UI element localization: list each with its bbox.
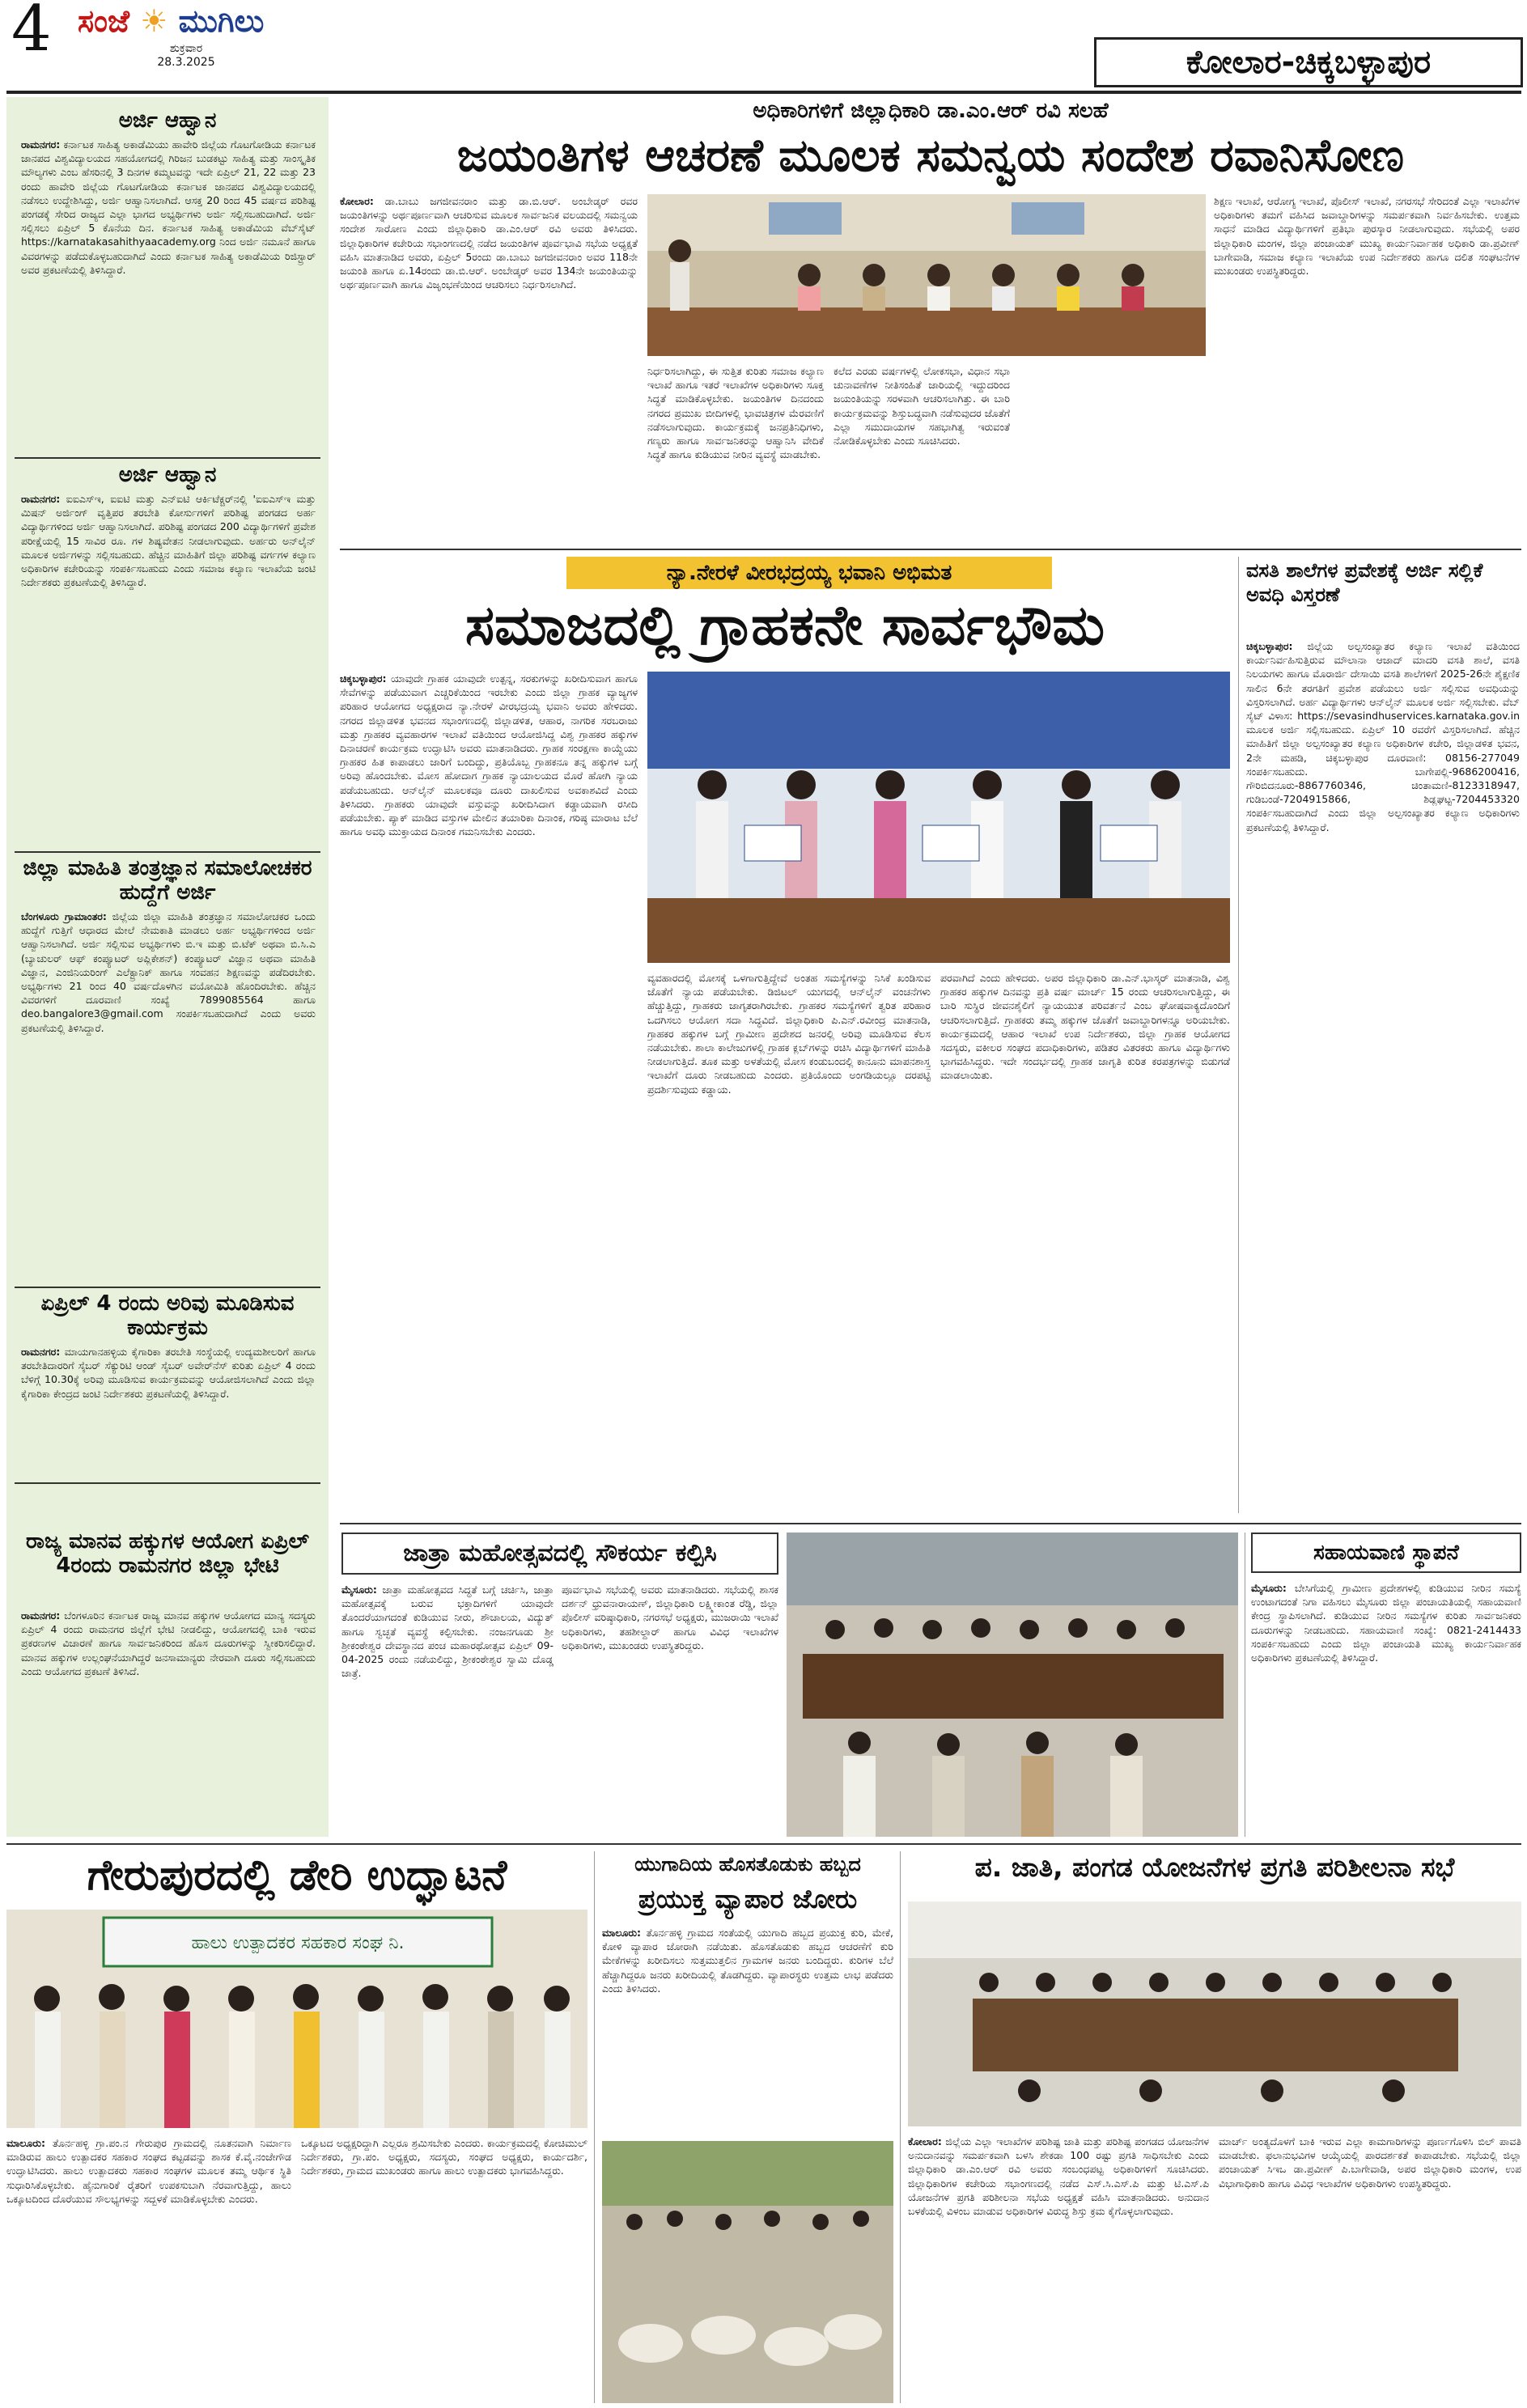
hostel-text: ಜಿಲ್ಲೆಯ ಅಲ್ಪಸಂಖ್ಯಾತರ ಕಲ್ಯಾಣ ಇಲಾಖೆ ವತಿಯಿಂದ ಕಾರ್ಯನಿರ್ವಹಿಸುತ್ತಿರುವ ಮೌಲಾನಾ ಆಜಾದ್ ಮಾದರಿ ವಸತಿ ಶಾಲೆ, ವಸತಿ ನಿಲಯಗಳು ಹಾಗೂ ಮೊರಾರ್ಜಿ ದೇಸಾಯಿ ವಸತಿ ಶಾಲೆಗಳಿಗೆ 2025-26ನೇ ಶೈಕ್ಷಣಿಕ ಸಾಲಿನ 6ನೇ ತರಗತಿಗೆ ಪ್ರವೇಶ ಪಡೆಯಲು ಅರ್ಜಿ ಸಲ್ಲಿಸುವ ಅವಧಿಯನ್ನು ವಿಸ್ತರಿಸಲಾಗಿದೆ. ಅರ್ಹ ವಿದ್ಯಾರ್ಥಿಗಳು ಆನ್‌ಲೈನ್ ಮೂಲಕ ಅರ್ಜಿ ಸಲ್ಲಿಸಬೇಕು. ವೆಬ್ ಸೈಟ್ ವಿಳಾಸ: https://sevasindhuservices.karnataka.gov.in ಮೂಲಕ ಅರ್ಜಿ ಸಲ್ಲಿಸಬಹುದು. ಏಪ್ರಿಲ್ 10 ರವರೆಗೆ ವಿಸ್ತರಿಸಲಾಗಿದೆ. ಹೆಚ್ಚಿನ ಮಾಹಿತಿಗೆ ಜಿಲ್ಲಾ ಅಲ್ಪಸಂಖ್ಯಾತರ ಕಲ್ಯಾಣ ಅಧಿಕಾರಿಗಳ ಕಚೇರಿ, ಜಿಲ್ಲಾಡಳಿತ ಭವನ, 2ನೇ ಮಹಡಿ, ಚಿಕ್ಕಬಳ್ಳಾಪುರ ದೂರವಾಣಿ: 08156-277049 ಸಂಪರ್ಕಿಸಬಹುದು. ಬಾಗೇಪಲ್ಲಿ-9686200416, ಗೌರಿಬಿದನೂರು-8867760346, ಚಿಂತಾಮಣಿ-8123318947, ಗುಡಿಬಂಡೆ-7204915866, ಶಿಡ್ಲಘಟ್ಟ-7204453320 ಸಂಪರ್ಕಿಸಬಹುದಾಗಿದೆ ಎಂದು ಜಿಲ್ಲಾ ಅಲ್ಪಸಂಖ್ಯಾತರ ಕಲ್ಯಾಣ ಅಧಿಕಾರಿಗಳು ಪ್ರಕಟಣೆಯಲ್ಲಿ ತಿಳಿಸಿದ್ದಾರೆ. xyxy=(1246,640,1520,833)
consumer-kicker: ನ್ಯಾ.ನೇರಳೆ ವೀರಭದ್ರಯ್ಯ ಭವಾನಿ ಅಭಿಮತ xyxy=(566,557,1052,589)
notice5-lead: ರಾಮನಗರ: xyxy=(21,1609,61,1622)
notice2-lead: ರಾಮನಗರ: xyxy=(21,493,61,505)
sidebar-notice5 xyxy=(6,1529,329,1837)
sidebar-divider xyxy=(15,851,320,853)
sidebar-divider xyxy=(15,1482,320,1484)
section-divider xyxy=(340,1523,1521,1524)
hostel-body xyxy=(1246,639,1520,1513)
ugadi-headline: ಪ್ರಯುಕ್ತ ವ್ಯಾಪಾರ ಜೋರು xyxy=(638,1884,858,1914)
consumer-col2: ವ್ಯವಹಾರದಲ್ಲಿ ಮೋಸಕ್ಕೆ ಒಳಗಾಗುತ್ತಿದ್ದೇವೆ ಅಂತಹ ಸಮಸ್ಯೆಗಳನ್ನು ನಿಸಿಕೆ ಖಂಡಿಸುವ ಜೊತೆಗೆ ನ್ಯಾಯ ಪಡೆಯಬೇಕು. ಡಿಜಿಟಲ್ ಯುಗದಲ್ಲಿ ಆನ್‌ಲೈನ್ ವಂಚನೆಗಳು ಹೆಚ್ಚುತ್ತಿದ್ದು, ಗ್ರಾಹಕರು ಜಾಗೃತರಾಗಿರಬೇಕು. ಗ್ರಾಹಕರ ಸಮಸ್ಯೆಗಳಿಗೆ ತ್ವರಿತ ಪರಿಹಾರ ಒದಗಿಸಲು ಆಯೋಗ ಸದಾ ಸಿದ್ಧವಿದೆ. ಜಿಲ್ಲಾಧಿಕಾರಿ ಪಿ.ಎನ್.ರವೀಂದ್ರ ಮಾತನಾಡಿ, ಗ್ರಾಹಕರ ಹಕ್ಕುಗಳ ಬಗ್ಗೆ ಗ್ರಾಮೀಣ ಪ್ರದೇಶದ ಜನರಲ್ಲಿ ಅರಿವು ಮೂಡಿಸುವ ಕೆಲಸ ನಡೆಯಬೇಕು. ಶಾಲಾ ಕಾಲೇಜುಗಳಲ್ಲಿ ಗ್ರಾಹಕ ಕ್ಲಬ್‌ಗಳನ್ನು ರಚಿಸಿ ವಿದ್ಯಾರ್ಥಿಗಳಿಗೆ ಮಾಹಿತಿ ನೀಡಲಾಗುತ್ತಿದೆ. ತೂಕ ಮತ್ತು ಅಳತೆಯಲ್ಲಿ ಮೋಸ ಕಂಡುಬಂದಲ್ಲಿ ಕಾನೂನು ಮಾಪನಶಾಸ್ತ್ರ ಇಲಾಖೆಗೆ ದೂರು ನೀಡಬಹುದು ಎಂದರು. ಪ್ರತಿಯೊಂದು ಅಂಗಡಿಯಲ್ಲೂ ದರಪಟ್ಟಿ ಪ್ರದರ್ಶಿಸುವುದು ಕಡ್ಡಾಯ. xyxy=(647,972,931,1096)
notice1-text: ಕರ್ನಾಟಕ ಸಾಹಿತ್ಯ ಅಕಾಡೆಮಿಯು ಹಾವೇರಿ ಜಿಲ್ಲೆಯ ಗೊಟಗೋಡಿಯ ಕರ್ನಾಟಕ ಜಾನಪದ ವಿಶ್ವವಿದ್ಯಾಲಯದ ಸಹಯೋಗದಲ್ಲಿ ಗಿರಿಜನ ಬುಡಕಟ್ಟು ಸಾಹಿತ್ಯ ಮತ್ತು ಸಾಂಸ್ಕೃತಿಕ ಮೌಲ್ಯಗಳು ಎಂಬ ಹೆಸರಿನಲ್ಲಿ 3 ದಿನಗಳ ಕಮ್ಮಟವನ್ನು ಇದೇ ಏಪ್ರಿಲ್ 21, 22 ಮತ್ತು 23 ರಂದು ಹಾವೇರಿ ಜಿಲ್ಲೆಯ ಗೊಟಗೋಡಿಯ ಕರ್ನಾಟಕ ಜಾನಪದ ವಿಶ್ವವಿದ್ಯಾಲಯದಲ್ಲಿ ನಡೆಸಲು ಉದ್ದೇಶಿಸಿದ್ದು, ಅರ್ಜಿ ಆಹ್ವಾನಿಸಲಾಗಿದೆ. ಆಸಕ್ತ 20 ರಿಂದ 45 ವರ್ಷದ ಪರಿಶಿಷ್ಟ ಪಂಗಡಕ್ಕೆ ಸೇರಿದ ರಾಜ್ಯದ ಎಲ್ಲಾ ಭಾಗದ ಅಭ್ಯರ್ಥಿಗಳು ಅರ್ಜಿ ಸಲ್ಲಿಸಬಹುದಾಗಿದೆ. ಅರ್ಜಿ ಸಲ್ಲಿಸಲು ಏಪ್ರಿಲ್ 5 ಕೊನೆಯ ದಿನ. ಕರ್ನಾಟಕ ಸಾಹಿತ್ಯ ಅಕಾಡೆಮಿಯ ವೆಬ್‌ಸೈಟ್ https://karnatakasahithyaacademy.org ನಿಂದ ಅರ್ಜಿ ನಮೂನೆ ಹಾಗೂ ವಿವರಗಳನ್ನು ಪಡೆದುಕೊಳ್ಳಬಹುದಾಗಿದೆ ಎಂದು ಕರ್ನಾಟಕ ಸಾಹಿತ್ಯ ಅಕಾಡೆಮಿಯ ರಿಜಿಸ್ಟ್ರಾರ್ ಅವರ ಪ್ರಕಟಣೆಯಲ್ಲಿ ತಿಳಿಸಿದ್ದಾರೆ. xyxy=(21,138,316,276)
dairy-lead: ಮಾಲೂರು: xyxy=(6,2137,45,2149)
sidebar-divider xyxy=(15,1287,320,1288)
sun-icon: ☀ xyxy=(140,3,168,39)
notice5-title: ರಾಜ್ಯ ಮಾನವ ಹಕ್ಕುಗಳ ಆಯೋಗ ಏಪ್ರಿಲ್ 4ರಂದು ರಾಮನಗರ ಜಿಲ್ಲಾ ಭೇಟಿ xyxy=(26,1529,309,1578)
top-story-col1 xyxy=(340,194,638,542)
section-divider xyxy=(6,1843,1521,1845)
column-divider xyxy=(900,1851,901,2403)
sc-lead: ಕೋಲಾರ: xyxy=(908,2135,942,2147)
sc-headline: ಪ. ಜಾತಿ, ಪಂಗಡ ಯೋಜನೆಗಳ ಪ್ರಗತಿ ಪರಿಶೀಲನಾ ಸಭೆ xyxy=(974,1851,1455,1883)
consumer-event-photo xyxy=(647,672,1230,963)
notice4-body xyxy=(21,1345,316,1479)
helpline-body xyxy=(1251,1581,1521,1837)
notice2-title: ಅರ್ಜಿ ಆಹ್ವಾನ xyxy=(118,463,217,487)
hostel-headline: ವಸತಿ ಶಾಲೆಗಳ ಪ್ರವೇಶಕ್ಕೆ ಅರ್ಜಿ ಸಲ್ಲಿಕೆ ಅವಧಿ ವಿಸ್ತರಣೆ xyxy=(1246,559,1483,606)
consumer-headline: ಸಮಾಜದಲ್ಲಿ ಗ್ರಾಹಕನೇ ಸಾರ್ವಭೌಮ xyxy=(464,594,1105,658)
ugadi-lead: ಮಾಲೂರು: xyxy=(602,1927,641,1939)
dairy-photo xyxy=(6,1910,587,2128)
review-photo-art xyxy=(908,1901,1521,2126)
ugadi-kicker: ಯುಗಾದಿಯ ಹೊಸತೊಡುಕು ಹಬ್ಬದ xyxy=(634,1853,861,1876)
notice4-title: ಏಪ್ರಿಲ್ 4 ರಂದು ಅರಿವು ಮೂಡಿಸುವ ಕಾರ್ಯಕ್ರಮ xyxy=(40,1291,295,1340)
sidebar-divider xyxy=(15,457,320,459)
dairy-photo-art xyxy=(6,1910,587,2128)
sc-col1-text: ಜಿಲ್ಲೆಯ ಎಲ್ಲಾ ಇಲಾಖೆಗಳ ಪರಿಶಿಷ್ಟ ಜಾತಿ ಮತ್ತು ಪರಿಶಿಷ್ಟ ಪಂಗಡದ ಯೋಜನೆಗಳ ಅನುದಾನವನ್ನು ಸಮರ್ಪಕವಾಗಿ ಬಳಸಿ ಶೇಕಡಾ 100 ರಷ್ಟು ಪ್ರಗತಿ ಸಾಧಿಸಬೇಕು ಎಂದು ಜಿಲ್ಲಾಧಿಕಾರಿ ಡಾ.ಎಂ.ಆರ್ ರವಿ ಅವರು ಸಂಬಂಧಪಟ್ಟ ಅಧಿಕಾರಿಗಳಿಗೆ ಸೂಚಿಸಿದರು. ಜಿಲ್ಲಾಧಿಕಾರಿಗಳ ಕಚೇರಿಯ ಸಭಾಂಗಣದಲ್ಲಿ ನಡೆದ ಎಸ್‌.ಸಿ.ಎಸ್.ಪಿ ಮತ್ತು ಟಿ.ಎಸ್.ಪಿ ಯೋಜನೆಗಳ ಪ್ರಗತಿ ಪರಿಶೀಲನಾ ಸಭೆಯ ಅಧ್ಯಕ್ಷತೆ ವಹಿಸಿ ಮಾತನಾಡಿದರು. ಅನುದಾನ ಬಳಕೆಯಲ್ಲಿ ವಿಳಂಬ ಮಾಡುವ ಅಧಿಕಾರಿಗಳ ವಿರುದ್ಧ ಶಿಸ್ತು ಕ್ರಮ ಕೈಗೊಳ್ಳಲಾಗುವುದು. xyxy=(908,2135,1209,2218)
top-story-col3: ಕಲೆದ ಎರಡು ವರ್ಷಗಳಲ್ಲಿ ಲೋಕಸಭಾ, ವಿಧಾನ ಸಭಾ ಚುನಾವಣೆಗಳ ನೀತಿಸಂಹಿತೆ ಜಾರಿಯಲ್ಲಿ ಇದ್ದುದರಿಂದ ಜಯಂತಿಯನ್ನು ಸರಳವಾಗಿ ಆಚರಿಸಲಾಗಿತ್ತು. ಈ ಬಾರಿ ಕಾರ್ಯಕ್ರಮವನ್ನು ಶಿಸ್ತುಬದ್ಧವಾಗಿ ನಡೆಸುವುದರ ಜೊತೆಗೆ ಎಲ್ಲಾ ಸಮುದಾಯಗಳ ಸಹಭಾಗಿತ್ವ ಇರುವಂತೆ ನೋಡಿಕೊಳ್ಳಬೇಕು ಎಂದು ಸೂಚಿಸಿದರು. xyxy=(833,365,1010,447)
fair-col1-text: ಜಾತ್ರಾ ಮಹೋತ್ಸವದ ಸಿದ್ಧತೆ ಬಗ್ಗೆ ಚರ್ಚಿಸಿ, ಜಾತ್ರಾ ಮಹೋತ್ಸವಕ್ಕೆ ಬರುವ ಭಕ್ತಾದಿಗಳಿಗೆ ಯಾವುದೇ ತೊಂದರೆಯಾಗದಂತೆ ಕುಡಿಯುವ ನೀರು, ಶೌಚಾಲಯ, ವಿದ್ಯುತ್ ಹಾಗೂ ಸ್ವಚ್ಛತೆ ವ್ಯವಸ್ಥೆ ಕಲ್ಪಿಸಬೇಕು. ನಂಜನಗೂಡು ಶ್ರೀ ಶ್ರೀಕಂಠೇಶ್ವರ ದೇವಸ್ಥಾನದ ಪಂಚ ಮಹಾರಥೋತ್ಸವ ಏಪ್ರಿಲ್ 09-04-2025 ರಂದು ನಡೆಯಲಿದ್ದು, ಶ್ರೀಕಂಠೇಶ್ವರ ಸ್ವಾಮಿ ದೊಡ್ಡ ಜಾತ್ರೆ. xyxy=(341,1583,554,1680)
helpline-headline: ಸಹಾಯವಾಣಿ ಸ್ಥಾಪನೆ xyxy=(1251,1533,1521,1573)
logo-right: ಮುಗಿಲು xyxy=(178,3,265,39)
notice3-body xyxy=(21,909,316,1283)
column-divider xyxy=(594,1851,595,2403)
sc-col2: ಮಾರ್ಚ್ ಅಂತ್ಯದೊಳಗೆ ಬಾಕಿ ಇರುವ ಎಲ್ಲಾ ಕಾಮಗಾರಿಗಳನ್ನು ಪೂರ್ಣಗೊಳಿಸಿ ಬಿಲ್ ಪಾವತಿ ಮಾಡಬೇಕು. ಫಲಾನುಭವಿಗಳ ಆಯ್ಕೆಯಲ್ಲಿ ಪಾರದರ್ಶಕತೆ ಕಾಪಾಡಬೇಕು. ಸಭೆಯಲ್ಲಿ ಜಿಲ್ಲಾ ಪಂಚಾಯತ್ ಸಿಇಒ ಡಾ.ಪ್ರವೀಣ್ ಪಿ.ಬಾಗೇವಾಡಿ, ಅಪರ ಜಿಲ್ಲಾಧಿಕಾರಿ ಮಂಗಳ, ಉಪ ವಿಭಾಗಾಧಿಕಾರಿ ಹಾಗೂ ವಿವಿಧ ಇಲಾಖೆಗಳ ಅಧಿಕಾರಿಗಳು ಉಪಸ್ಥಿತರಿದ್ದರು. xyxy=(1219,2135,1521,2190)
top-story-kicker: ಅಧಿಕಾರಿಗಳಿಗೆ ಜಿಲ್ಲಾಧಿಕಾರಿ ಡಾ.ಎಂ.ಆರ್ ರವಿ ಸಲಹೆ xyxy=(753,99,1109,123)
issue-weekday: ಶುಕ್ರವಾರ xyxy=(169,42,203,55)
notice1-title: ಅರ್ಜಿ ಆಹ್ವಾನ xyxy=(118,108,217,133)
notice2-body xyxy=(21,492,316,848)
meeting-photo xyxy=(647,194,1206,356)
sidebar-notices xyxy=(6,97,329,1529)
dairy-col1-text: ತೊರ್ನಹಳ್ಳಿ ಗ್ರಾ.ಪಂ.ನ ಗೇರುಪುರ ಗ್ರಾಮದಲ್ಲಿ ನೂತನವಾಗಿ ನಿರ್ಮಾಣ ಮಾಡಿರುವ ಹಾಲು ಉತ್ಪಾದಕರ ಸಹಕಾರ ಸಂಘದ ಕಟ್ಟಡವನ್ನು ಶಾಸಕ ಕೆ.ವೈ.ನಂಜೇಗೌಡ ಉದ್ಘಾಟಿಸಿದರು. ಹಾಲು ಉತ್ಪಾದಕರು ಸಹಕಾರ ಸಂಘಗಳ ಮೂಲಕ ತಮ್ಮ ಆರ್ಥಿಕ ಸ್ಥಿತಿ ಸುಧಾರಿಸಿಕೊಳ್ಳಬೇಕು. ಹೈನುಗಾರಿಕೆ ರೈತರಿಗೆ ಉಪಕಸುಬಾಗಿ ನೆರವಾಗುತ್ತಿದ್ದು, ಹಾಲು ಒಕ್ಕೂಟದಿಂದ ದೊರೆಯುವ ಸೌಲಭ್ಯಗಳನ್ನು ಸದ್ಬಳಕೆ ಮಾಡಿಕೊಳ್ಳಬೇಕು ಎಂದರು. xyxy=(6,2137,291,2205)
section-divider xyxy=(340,549,1521,550)
column-divider xyxy=(1238,557,1239,1513)
top-story-col2: ನಿರ್ಧರಿಸಲಾಗಿದ್ದು, ಈ ಸುತ್ತಿತ ಕುರಿತು ಸಮಾಜ ಕಲ್ಯಾಣ ಇಲಾಖೆ ಹಾಗೂ ಇತರೆ ಇಲಾಖೆಗಳ ಅಧಿಕಾರಿಗಳು ಸೂಕ್ತ ಸಿದ್ಧತೆ ಮಾಡಿಕೊಳ್ಳಬೇಕು. ಜಯಂತಿಗಳ ದಿನದಂದು ನಗರದ ಪ್ರಮುಖ ಬೀದಿಗಳಲ್ಲಿ ಭಾವಚಿತ್ರಗಳ ಮೆರವಣಿಗೆ ನಡೆಸಲಾಗುವುದು. ಕಾರ್ಯಕ್ರಮಕ್ಕೆ ಜನಪ್ರತಿನಿಧಿಗಳು, ಗಣ್ಯರು ಹಾಗೂ ಸಾರ್ವಜನಿಕರನ್ನು ಆಹ್ವಾನಿಸಿ ವೇದಿಕೆ ಸಿದ್ಧತೆ ಹಾಗೂ ಕುಡಿಯುವ ನೀರಿನ ವ್ಯವಸ್ಥೆ ಮಾಡಬೇಕು. xyxy=(647,365,824,461)
notice4-text: ಮಾಯಗಾನಹಳ್ಳಿಯ ಕೈಗಾರಿಕಾ ತರಬೇತಿ ಸಂಸ್ಥೆಯಲ್ಲಿ ಉದ್ಯಮಶೀಲರಿಗೆ ಹಾಗೂ ತರಬೇತಿದಾರರಿಗೆ ಸೈಬರ್ ಸೆಕ್ಯುರಿಟಿ ಆಂಡ್ ಸೈಬರ್ ಅವೇರ್‌ನೆಸ್ ಕುರಿತು ಏಪ್ರಿಲ್ 4 ರಂದು ಬೆಳಿಗ್ಗೆ 10.30ಕ್ಕೆ ಅರಿವು ಮೂಡಿಸುವ ಕಾರ್ಯಕ್ರಮವನ್ನು ಆಯೋಜಿಸಲಾಗಿದೆ ಎಂದು ಜಿಲ್ಲಾ ಕೈಗಾರಿಕಾ ಕೇಂದ್ರದ ಜಂಟಿ ನಿರ್ದೇಶಕರು ಪ್ರಕಟಣೆಯಲ್ಲಿ ತಿಳಿಸಿದ್ದಾರೆ. xyxy=(21,1346,316,1400)
hostel-lead: ಚಿಕ್ಕಬಳ್ಳಾಪುರ: xyxy=(1246,640,1293,652)
consumer-photo-art xyxy=(647,672,1230,963)
fair-meeting-photo xyxy=(787,1533,1238,1837)
top-story-col1-text: ಡಾ.ಬಾಬು ಜಗಜೀವನರಾಂ ಮತ್ತು ಡಾ.ಬಿ.ಆರ್. ಅಂಬೇಡ್ಕರ್ ರವರ ಜಯಂತಿಗಳನ್ನು ಅರ್ಥಪೂರ್ಣವಾಗಿ ಆಚರಿಸುವ ಮೂಲಕ ಸಾರ್ವಜನಿಕ ವಲಯದಲ್ಲಿ ಸಮನ್ವಯ ಸಂದೇಶ ಸಾರೋಣ ಎಂದು ಜಿಲ್ಲಾಧಿಕಾರಿ ಡಾ.ಎಂ.ಆರ್ ರವಿ ಅವರು ತಿಳಿಸಿದರು. ಜಿಲ್ಲಾಧಿಕಾರಿಗಳ ಕಚೇರಿಯ ಸಭಾಂಗಣದಲ್ಲಿ ನಡೆದ ಜಯಂತಿಗಳ ಪೂರ್ವಭಾವಿ ಸಭೆಯ ಅಧ್ಯಕ್ಷತೆ ವಹಿಸಿ ಮಾತನಾಡಿದ ಅವರು, ಏಪ್ರಿಲ್ 5ರಂದು ಡಾ.ಬಾಬು ಜಗಜೀವನರಾಂ ಅವರ 118ನೇ ಜಯಂತಿ ಹಾಗೂ ಏ.14ರಂದು ಡಾ.ಬಿ.ಆರ್. ಅಂಬೇಡ್ಕರ್ ಅವರ 134ನೇ ಜಯಂತಿಯನ್ನು ಅರ್ಥಪೂರ್ಣವಾಗಿ ಹಾಗೂ ವಿಜೃಂಭಣೆಯಿಂದ ಆಚರಿಸಲು ನಿರ್ಧರಿಸಲಾಗಿದೆ. xyxy=(340,195,638,291)
fair-col2: ಪೂರ್ವಭಾವಿ ಸಭೆಯಲ್ಲಿ ಅವರು ಮಾತನಾಡಿದರು. ಸಭೆಯಲ್ಲಿ ಶಾಸಕ ದರ್ಶನ್ ಧ್ರುವನಾರಾಯಣ್, ಜಿಲ್ಲಾಧಿಕಾರಿ ಲಕ್ಷ್ಮೀಕಾಂತ ರೆಡ್ಡಿ, ಜಿಲ್ಲಾ ಪೊಲೀಸ್ ವರಿಷ್ಠಾಧಿಕಾರಿ, ನಗರಸಭೆ ಅಧ್ಯಕ್ಷರು, ಮುಜರಾಯಿ ಇಲಾಖೆ ಅಧಿಕಾರಿಗಳು, ತಹಶೀಲ್ದಾರ್ ಹಾಗೂ ವಿವಿಧ ಇಲಾಖೆಗಳ ಅಧಿಕಾರಿಗಳು, ಮುಖಂಡರು ಉಪಸ್ಥಿತರಿದ್ದರು. xyxy=(562,1583,778,1651)
notice1-lead: ರಾಮನಗರ: xyxy=(21,138,61,150)
fair-col1 xyxy=(341,1583,554,1837)
issue-date-value: 28.3.2025 xyxy=(157,56,215,69)
fair-lead: ಮೈಸೂರು: xyxy=(341,1583,377,1596)
sc-col1 xyxy=(908,2135,1209,2403)
ugadi-text: ತೊರ್ನಹಳ್ಳಿ ಗ್ರಾಮದ ಸಂತೆಯಲ್ಲಿ ಯುಗಾದಿ ಹಬ್ಬದ ಪ್ರಯುಕ್ತ ಕುರಿ, ಮೇಕೆ, ಕೋಳಿ ವ್ಯಾಪಾರ ಜೋರಾಗಿ ನಡೆಯಿತು. ಹೊಸತೊಡುಕು ಹಬ್ಬದ ಆಚರಣೆಗೆ ಕುರಿ ಮೇಕೆಗಳನ್ನು ಖರೀದಿಸಲು ಸುತ್ತಮುತ್ತಲಿನ ಗ್ರಾಮಗಳ ಜನರು ಬಂದಿದ್ದರು. ಕುರಿಗಳ ಬೆಲೆ ಹೆಚ್ಚಾಗಿದ್ದರೂ ಜನರು ಖರೀದಿಯಲ್ಲಿ ತೊಡಗಿದ್ದರು. ವ್ಯಾಪಾರಸ್ಥರು ಉತ್ತಮ ಲಾಭ ಪಡೆದರು ಎಂದು ತಿಳಿಸಿದರು. xyxy=(602,1927,893,1995)
fair-photo-art xyxy=(787,1533,1238,1837)
notice3-title: ಜಿಲ್ಲಾ ಮಾಹಿತಿ ತಂತ್ರಜ್ಞಾನ ಸಮಾಲೋಚಕರ ಹುದ್ದೆಗೆ ಅರ್ಜಿ xyxy=(23,856,312,905)
consumer-lead: ಚಿಕ್ಕಬಳ್ಳಾಪುರ: xyxy=(340,672,387,685)
page-number: 4 xyxy=(11,0,52,66)
dairy-col1 xyxy=(6,2136,291,2403)
consumer-col3: ಪರವಾಗಿದೆ ಎಂದು ಹೇಳಿದರು. ಅಪರ ಜಿಲ್ಲಾಧಿಕಾರಿ ಡಾ.ಎನ್.ಭಾಸ್ಕರ್ ಮಾತನಾಡಿ, ವಿಶ್ವ ಗ್ರಾಹಕರ ಹಕ್ಕುಗಳ ದಿನವನ್ನು ಪ್ರತಿ ವರ್ಷ ಮಾರ್ಚ್ 15 ರಂದು ಆಚರಿಸಲಾಗುತ್ತಿದ್ದು, ಈ ಬಾರಿ ಸುಸ್ಥಿರ ಜೀವನಶೈಲಿಗೆ ನ್ಯಾಯಯುತ ಪರಿವರ್ತನೆ ಎಂಬ ಘೋಷವಾಕ್ಯದೊಂದಿಗೆ ಆಚರಿಸಲಾಗುತ್ತಿದೆ. ಗ್ರಾಹಕರು ತಮ್ಮ ಹಕ್ಕುಗಳ ಜೊತೆಗೆ ಜವಾಬ್ದಾರಿಗಳನ್ನೂ ಅರಿಯಬೇಕು. ಕಾರ್ಯಕ್ರಮದಲ್ಲಿ ಆಹಾರ ಇಲಾಖೆ ಉಪ ನಿರ್ದೇಶಕರು, ಜಿಲ್ಲಾ ಗ್ರಾಹಕ ಆಯೋಗದ ಸದಸ್ಯರು, ವಕೀಲರ ಸಂಘದ ಪದಾಧಿಕಾರಿಗಳು, ಪಡಿತರ ವಿತರಕರು ಹಾಗೂ ವಿದ್ಯಾರ್ಥಿಗಳು ಭಾಗವಹಿಸಿದ್ದರು. ಇದೇ ಸಂದರ್ಭದಲ್ಲಿ ಗ್ರಾಹಕ ಜಾಗೃತಿ ಕುರಿತ ಕರಪತ್ರಗಳನ್ನು ಬಿಡುಗಡೆ ಮಾಡಲಾಯಿತು. xyxy=(940,972,1230,1082)
dairy-col2: ಒಕ್ಕೂಟದ ಅಧ್ಯಕ್ಷರಿದ್ದಾಗಿ ಎಲ್ಲರೂ ಶ್ರಮಿಸಬೇಕು ಎಂದರು. ಕಾರ್ಯಕ್ರಮದಲ್ಲಿ ಕೋಚಿಮುಲ್ ನಿರ್ದೇಶಕರು, ಗ್ರಾ.ಪಂ. ಅಧ್ಯಕ್ಷರು, ಸದಸ್ಯರು, ಸಂಘದ ಅಧ್ಯಕ್ಷರು, ಕಾರ್ಯದರ್ಶಿ, ನಿರ್ದೇಶಕರು, ಗ್ರಾಮದ ಮುಖಂಡರು ಹಾಗೂ ಹಾಲು ಉತ್ಪಾದಕರು ಭಾಗವಹಿಸಿದ್ದರು. xyxy=(301,2137,587,2177)
notice2-text: ಐಐಎಸ್‌ಇ, ಐಐಟಿ ಮತ್ತು ಎನ್‌ಐಟಿ ಆರ್ಕಿಟೆಕ್ಚರ್‌ನಲ್ಲಿ 'ಐಐಎಸ್‌ಇ ಮತ್ತು ಮಿಷನ್ ಅರ್ಜಿಂಗ್ ವೃತ್ತಿಪರ ತರಬೇತಿ ಕೋರ್ಸುಗಳಿಗೆ ಪರಿಶಿಷ್ಟ ಪಂಗಡದ ಅರ್ಹ ವಿದ್ಯಾರ್ಥಿಗಳಿಂದ ಅರ್ಜಿ ಆಹ್ವಾನಿಸಲಾಗಿದೆ. ಪರಿಶಿಷ್ಟ ಪಂಗಡದ 200 ವಿದ್ಯಾರ್ಥಿಗಳಿಗೆ ಪ್ರವೇಶ ಪರೀಕ್ಷೆಯಲ್ಲಿ 15 ಸಾವಿರ ರೂ. ಗಳ ಶಿಷ್ಯವೇತನ ನೀಡಲಾಗುವುದು. ಅರ್ಹರು ಅನ್‌ಲೈನ್ ಮೂಲಕ ಅರ್ಜಿಗಳನ್ನು ಸಲ್ಲಿಸಬಹುದು. ಹೆಚ್ಚಿನ ಮಾಹಿತಿಗೆ ಜಿಲ್ಲಾ ಪರಿಶಿಷ್ಟ ವರ್ಗಗಳ ಕಲ್ಯಾಣ ಅಧಿಕಾರಿಗಳ ಕಚೇರಿಯನ್ನು ಸಂಪರ್ಕಿಸಬಹುದು ಎಂದು ಸಮಾಜ ಕಲ್ಯಾಣ ಇಲಾಖೆಯ ಜಂಟಿ ನಿರ್ದೇಶಕರು ಪ್ರಕಟಣೆಯಲ್ಲಿ ತಿಳಿಸಿದ್ದಾರೆ. xyxy=(21,493,316,589)
top-story-lead: ಕೋಲಾರ: xyxy=(340,195,374,207)
fair-headline: ಜಾತ್ರಾ ಮಹೋತ್ಸವದಲ್ಲಿ ಸೌಕರ್ಯ ಕಲ್ಪಿಸಿ xyxy=(341,1533,778,1575)
notice3-text: ಜಿಲ್ಲೆಯ ಜಿಲ್ಲಾ ಮಾಹಿತಿ ತಂತ್ರಜ್ಞಾನ ಸಮಾಲೋಚಕರ ಒಂದು ಹುದ್ದೆಗೆ ಗುತ್ತಿಗೆ ಆಧಾರದ ಮೇಲೆ ನೇಮಕಾತಿ ಮಾಡಲು ಅರ್ಹ ಅಭ್ಯರ್ಥಿಗಳಿಂದ ಅರ್ಜಿ ಆಹ್ವಾನಿಸಲಾಗಿದೆ. ಅರ್ಜಿ ಸಲ್ಲಿಸುವ ಅಭ್ಯರ್ಥಿಗಳು ಬಿ.ಇ ಮತ್ತು ಬಿ.ಟೆಕ್ ಅಥವಾ ಬಿ.ಸಿ.ಎ (ಬ್ಯಾಚುಲರ್ ಆಫ್ ಕಂಪ್ಯೂಟರ್ ಅಪ್ಲಿಕೇಶನ್) ಕಂಪ್ಯೂಟರ್ ವಿಜ್ಞಾನ ಅಥವಾ ಮಾಹಿತಿ ವಿಜ್ಞಾನ, ಎಂಜಿನಿಯರಿಂಗ್ ಎಲೆಕ್ಟ್ರಾನಿಕ್ ಹಾಗೂ ಸಂವಹನ ಶಿಕ್ಷಣವನ್ನು ಪಡೆದಿರಬೇಕು. ಅಭ್ಯರ್ಥಿಗಳು 21 ರಿಂದ 40 ವರ್ಷದೊಳಗಿನ ವಯೋಮಿತಿ ಹೊಂದಿರಬೇಕು. ಹೆಚ್ಚಿನ ವಿವರಗಳಿಗೆ ದೂರವಾಣಿ ಸಂಖ್ಯೆ 7899085564 ಹಾಗೂ deo.bangalore3@gmail.com ಸಂಪರ್ಕಿಸಬಹುದಾಗಿದೆ ಎಂದು ಅವರು ಪ್ರಕಟಣೆಯಲ್ಲಿ ತಿಳಿಸಿದ್ದಾರೆ. xyxy=(21,910,316,1034)
region-banner: ಕೋಲಾರ-ಚಿಕ್ಕಬಳ್ಳಾಪುರ xyxy=(1094,37,1523,87)
header-divider xyxy=(6,91,1521,94)
top-story-headline: ಜಯಂತಿಗಳ ಆಚರಣೆ ಮೂಲಕ ಸಮನ್ವಯ ಸಂದೇಶ ರವಾನಿಸೋಣ xyxy=(456,129,1405,182)
helpline-text: ಬೇಸಿಗೆಯಲ್ಲಿ ಗ್ರಾಮೀಣ ಪ್ರದೇಶಗಳಲ್ಲಿ ಕುಡಿಯುವ ನೀರಿನ ಸಮಸ್ಯೆ ಉಂಟಾಗದಂತೆ ನಿಗಾ ವಹಿಸಲು ಮೈಸೂರು ಜಿಲ್ಲಾ ಪಂಚಾಯತಿಯಲ್ಲಿ ಸಹಾಯವಾಣಿ ಕೇಂದ್ರ ಸ್ಥಾಪಿಸಲಾಗಿದೆ. ಕುಡಿಯುವ ನೀರಿನ ಸಮಸ್ಯೆಗಳ ಕುರಿತು ಸಾರ್ವಜನಿಕರು ದೂರುಗಳನ್ನು ನೀಡಬಹುದು. ಸಹಾಯವಾಣಿ ಸಂಖ್ಯೆ: 0821-2414433 ಸಂಪರ್ಕಿಸಬಹುದು ಎಂದು ಜಿಲ್ಲಾ ಪಂಚಾಯತಿ ಮುಖ್ಯ ಕಾರ್ಯನಿರ್ವಾಹಕ ಅಧಿಕಾರಿಗಳು ಪ್ರಕಟಣೆಯಲ್ಲಿ ತಿಳಿಸಿದ್ದಾರೆ. xyxy=(1251,1582,1521,1664)
masthead-logo xyxy=(78,3,320,40)
ugadi-body xyxy=(602,1926,893,2133)
notice1-body xyxy=(21,138,316,453)
notice5-text: ಬೆಂಗಳೂರಿನ ಕರ್ನಾಟಕ ರಾಜ್ಯ ಮಾನವ ಹಕ್ಕುಗಳ ಆಯೋಗದ ಮಾನ್ಯ ಸದಸ್ಯರು ಏಪ್ರಿಲ್ 4 ರಂದು ರಾಮನಗರ ಜಿಲ್ಲೆಗೆ ಭೇಟಿ ನೀಡಲಿದ್ದು, ಆಯೋಗದಲ್ಲಿ ಬಾಕಿ ಇರುವ ಪ್ರಕರಣಗಳ ವಿಚಾರಣೆ ಹಾಗೂ ಸಾರ್ವಜನಿಕರಿಂದ ಹೊಸ ದೂರುಗಳನ್ನು ಸ್ವೀಕರಿಸಲಿದ್ದಾರೆ. ಮಾನವ ಹಕ್ಕುಗಳ ಉಲ್ಲಂಘನೆಯಾಗಿದ್ದರೆ ಜನಸಾಮಾನ್ಯರು ನೇರವಾಗಿ ದೂರು ಸಲ್ಲಿಸಬಹುದು ಎಂದು ಆಯೋಗದ ಪ್ರಕಟಣೆ ತಿಳಿಸಿದೆ. xyxy=(21,1609,316,1677)
notice5-body xyxy=(21,1609,316,1827)
sheep-photo-art xyxy=(602,2141,893,2403)
notice3-lead: ಬೆಂಗಳೂರು ಗ್ರಾಮಾಂತರ: xyxy=(21,910,107,922)
review-meeting-photo xyxy=(908,1901,1521,2126)
consumer-col1 xyxy=(340,672,638,1513)
sheep-market-photo xyxy=(602,2141,893,2403)
issue-date xyxy=(129,42,243,70)
dairy-headline: ಗೇರುಪುರದಲ್ಲಿ ಡೇರಿ ಉದ್ಘಾಟನೆ xyxy=(87,1851,507,1900)
helpline-lead: ಮೈಸೂರು: xyxy=(1251,1582,1287,1594)
top-story-col4: ಶಿಕ್ಷಣ ಇಲಾಖೆ, ಆರೋಗ್ಯ ಇಲಾಖೆ, ಪೊಲೀಸ್ ಇಲಾಖೆ, ನಗರಸಭೆ ಸೇರಿದಂತೆ ಎಲ್ಲಾ ಇಲಾಖೆಗಳ ಅಧಿಕಾರಿಗಳು ತಮಗೆ ವಹಿಸಿದ ಜವಾಬ್ದಾರಿಗಳನ್ನು ಸಮರ್ಪಕವಾಗಿ ನಿರ್ವಹಿಸಬೇಕು. ಉತ್ತಮ ಸಾಧನೆ ಮಾಡಿದ ವಿದ್ಯಾರ್ಥಿಗಳಿಗೆ ಪ್ರತಿಭಾ ಪುರಸ್ಕಾರ ನೀಡಲಾಗುವುದು. ಸಭೆಯಲ್ಲಿ ಅಪರ ಜಿಲ್ಲಾಧಿಕಾರಿ ಮಂಗಳ, ಜಿಲ್ಲಾ ಪಂಚಾಯತ್ ಮುಖ್ಯ ಕಾರ್ಯನಿರ್ವಾಹಕ ಅಧಿಕಾರಿ ಡಾ.ಪ್ರವೀಣ್ ಬಾಗೇವಾಡಿ, ಸಮಾಜ ಕಲ್ಯಾಣ ಇಲಾಖೆಯ ಉಪ ನಿರ್ದೇಶಕರು ಹಾಗೂ ದಲಿತ ಸಂಘಟನೆಗಳ ಮುಖಂಡರು ಉಪಸ್ಥಿತರಿದ್ದರು. xyxy=(1214,195,1520,278)
meeting-photo-art xyxy=(647,194,1206,356)
dairy-banner-text: ಹಾಲು ಉತ್ಪಾದಕರ ಸಹಕಾರ ಸಂಘ ನಿ. xyxy=(191,1933,405,1953)
notice4-lead: ರಾಮನಗರ: xyxy=(21,1346,61,1358)
logo-left: ಸಂಜೆ xyxy=(78,3,130,39)
consumer-col1-text: ಯಾವುದೇ ಗ್ರಾಹಕ ಯಾವುದೇ ಉತ್ಪನ್ನ, ಸರಕುಗಳನ್ನು ಖರೀದಿಸುವಾಗ ಹಾಗೂ ಸೇವೆಗಳನ್ನು ಪಡೆಯುವಾಗ ಎಚ್ಚರಿಕೆಯಿಂದ ಇರಬೇಕು ಎಂದು ಜಿಲ್ಲಾ ಗ್ರಾಹಕ ವ್ಯಾಜ್ಯಗಳ ಪರಿಹಾರ ಆಯೋಗದ ಅಧ್ಯಕ್ಷರಾದ ನ್ಯಾ.ನೇರಳೆ ವೀರಭದ್ರಯ್ಯ ಭವಾನಿ ಅವರು ಹೇಳಿದರು. ನಗರದ ಜಿಲ್ಲಾಡಳಿತ ಭವನದ ಸಭಾಂಗಣದಲ್ಲಿ ಜಿಲ್ಲಾಡಳಿತ, ಆಹಾರ, ನಾಗರಿಕ ಸರಬರಾಜು ಮತ್ತು ಗ್ರಾಹಕರ ವ್ಯವಹಾರಗಳ ಇಲಾಖೆ ವತಿಯಿಂದ ಆಯೋಜಿಸಿದ್ದ ವಿಶ್ವ ಗ್ರಾಹಕರ ಹಕ್ಕುಗಳ ದಿನಾಚರಣೆ ಕಾರ್ಯಕ್ರಮ ಉದ್ಘಾಟಿಸಿ ಅವರು ಮಾತನಾಡಿದರು. ಗ್ರಾಹಕ ಸಂರಕ್ಷಣಾ ಕಾಯ್ದೆಯು ಗ್ರಾಹಕರ ಹಿತ ಕಾಪಾಡಲು ಜಾರಿಗೆ ಬಂದಿದ್ದು, ಪ್ರತಿಯೊಬ್ಬ ಗ್ರಾಹಕನೂ ತನ್ನ ಹಕ್ಕುಗಳ ಬಗ್ಗೆ ಅರಿವು ಹೊಂದಬೇಕು. ಮೋಸ ಹೋದಾಗ ಗ್ರಾಹಕ ನ್ಯಾಯಾಲಯದ ಮೊರೆ ಹೋಗಿ ನ್ಯಾಯ ಪಡೆಯಬಹುದು. ಆನ್‌ಲೈನ್ ಮೂಲಕವೂ ದೂರು ದಾಖಲಿಸುವ ಅವಕಾಶವಿದೆ ಎಂದು ತಿಳಿಸಿದರು. ಗ್ರಾಹಕರು ಯಾವುದೇ ವಸ್ತುವನ್ನು ಖರೀದಿಸಿದಾಗ ಕಡ್ಡಾಯವಾಗಿ ರಸೀದಿ ಪಡೆಯಬೇಕು. ಪ್ಯಾಕ್ ಮಾಡಿದ ವಸ್ತುಗಳ ಮೇಲಿನ ತಯಾರಿಕಾ ದಿನಾಂಕ, ಗರಿಷ್ಠ ಮಾರಾಟ ಬೆಲೆ ಹಾಗೂ ಅವಧಿ ಮುಕ್ತಾಯದ ದಿನಾಂಕ ಗಮನಿಸಬೇಕು ಎಂದರು. xyxy=(340,672,638,838)
